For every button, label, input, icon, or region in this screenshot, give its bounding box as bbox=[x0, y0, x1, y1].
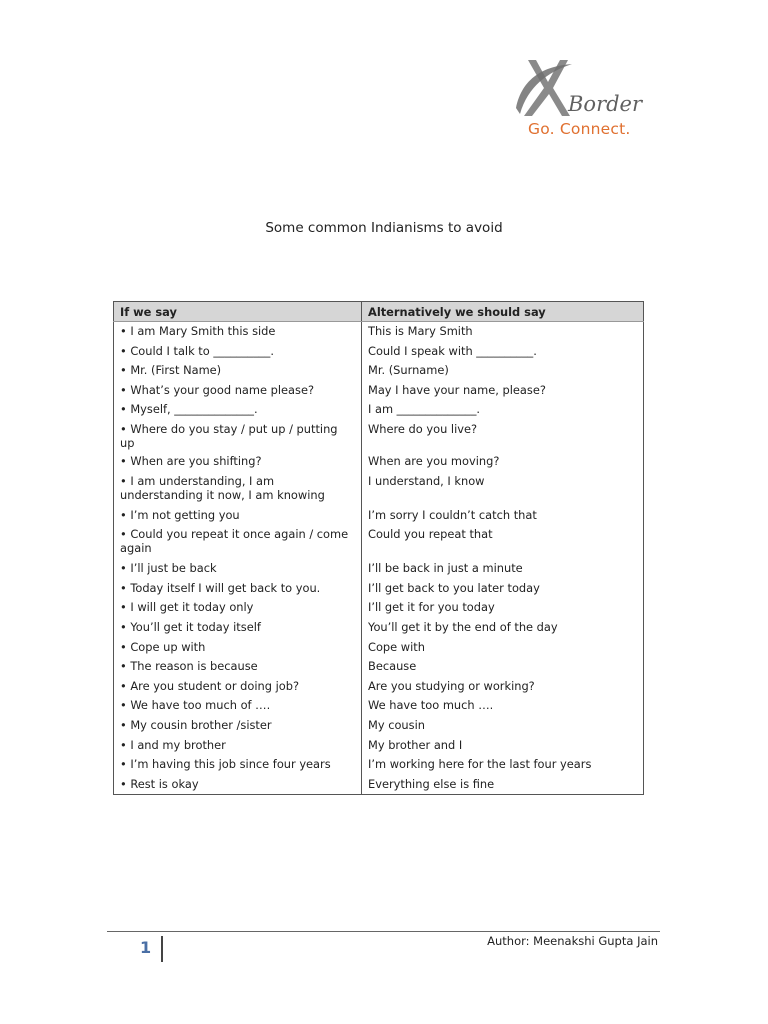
column-header-if-we-say: If we say bbox=[114, 302, 362, 322]
table-row bbox=[114, 381, 644, 401]
phrase-cell: • My cousin brother /sister bbox=[114, 716, 362, 736]
alternative-cell: I’ll get back to you later today bbox=[368, 580, 540, 595]
phrase-cell: • Cope up with bbox=[114, 638, 362, 658]
table-row bbox=[114, 696, 644, 716]
alternative-cell: You’ll get it by the end of the day bbox=[368, 619, 558, 634]
table-row bbox=[114, 559, 644, 579]
phrase-cell: • I am Mary Smith this side bbox=[114, 322, 362, 342]
alternative-cell: Could I speak with __________. bbox=[368, 343, 537, 358]
phrase-cell: • Rest is okay bbox=[114, 775, 362, 795]
column-header-alternative: Alternatively we should say bbox=[362, 302, 644, 322]
alternative-cell: My brother and I bbox=[368, 737, 463, 752]
table-row bbox=[114, 579, 644, 599]
table-row bbox=[114, 736, 644, 756]
company-logo bbox=[514, 58, 664, 144]
phrase-cell: • Are you student or doing job? bbox=[114, 677, 362, 697]
phrase-cell: • When are you shifting? bbox=[114, 452, 362, 472]
alternative-cell: Cope with bbox=[368, 639, 425, 654]
alternative-cell: We have too much …. bbox=[368, 698, 494, 713]
alternative-cell: Everything else is fine bbox=[368, 776, 495, 791]
alternative-cell: This is Mary Smith bbox=[368, 324, 473, 338]
table-row bbox=[114, 775, 644, 795]
page-number-divider bbox=[161, 936, 163, 962]
phrase-cell: • What’s your good name please? bbox=[114, 381, 362, 401]
table-row bbox=[114, 598, 644, 618]
alternative-cell: I’m sorry I couldn’t catch that bbox=[368, 507, 537, 522]
table-row bbox=[114, 618, 644, 638]
table-row bbox=[114, 452, 644, 472]
logo-brand-text: Border bbox=[568, 92, 643, 116]
table-header-row bbox=[114, 302, 644, 322]
alternative-cell: My cousin bbox=[368, 717, 425, 732]
phrase-cell: • I’m having this job since four years bbox=[114, 755, 362, 775]
phrase-cell: • Could I talk to __________. bbox=[114, 342, 362, 362]
phrase-cell: • I’ll just be back bbox=[114, 559, 362, 579]
table-row bbox=[114, 657, 644, 677]
phrase-cell: • Myself, ______________. bbox=[114, 400, 362, 420]
phrase-cell: • I am understanding, I am understanding it now, I am knowing bbox=[114, 472, 362, 506]
table-row bbox=[114, 677, 644, 697]
phrase-cell: • Mr. (First Name) bbox=[114, 361, 362, 381]
page-number: 1 bbox=[140, 938, 152, 957]
alternative-cell: When are you moving? bbox=[368, 453, 500, 468]
table-row bbox=[114, 638, 644, 658]
table-row bbox=[114, 420, 644, 452]
logo-tagline: Go. Connect. bbox=[528, 120, 631, 138]
phrase-cell: • The reason is because bbox=[114, 657, 362, 677]
table-row bbox=[114, 361, 644, 381]
phrase-cell: • We have too much of …. bbox=[114, 696, 362, 716]
alternative-cell: Could you repeat that bbox=[368, 527, 493, 542]
alternative-cell: Where do you live? bbox=[368, 421, 478, 436]
alternative-cell: May I have your name, please? bbox=[368, 382, 546, 397]
indianisms-table bbox=[113, 301, 644, 795]
table-row bbox=[114, 755, 644, 775]
x-swoosh-logo-icon bbox=[514, 58, 574, 120]
table-row bbox=[114, 716, 644, 736]
table-row bbox=[114, 400, 644, 420]
alternative-cell: Mr. (Surname) bbox=[368, 363, 449, 378]
table-row bbox=[114, 472, 644, 506]
table-row bbox=[114, 506, 644, 526]
table-row bbox=[114, 322, 644, 342]
alternative-cell: I’ll be back in just a minute bbox=[368, 561, 523, 576]
alternative-cell: Because bbox=[368, 659, 417, 674]
alternative-cell: I am ______________. bbox=[368, 402, 481, 417]
alternative-cell: I’ll get it for you today bbox=[368, 600, 495, 615]
phrase-cell: • Today itself I will get back to you. bbox=[114, 579, 362, 599]
author-credit: Author: Meenakshi Gupta Jain bbox=[487, 934, 658, 948]
phrase-cell: • Could you repeat it once again / come again bbox=[114, 525, 362, 559]
phrase-cell: • I will get it today only bbox=[114, 598, 362, 618]
footer-divider bbox=[107, 931, 660, 932]
alternative-cell: I understand, I know bbox=[368, 473, 485, 488]
phrase-cell: • Where do you stay / put up / putting up bbox=[114, 420, 362, 452]
alternative-cell: Are you studying or working? bbox=[368, 678, 535, 693]
table-row bbox=[114, 342, 644, 362]
phrase-cell: • You’ll get it today itself bbox=[114, 618, 362, 638]
document-title: Some common Indianisms to avoid bbox=[265, 220, 503, 236]
phrase-cell: • I and my brother bbox=[114, 736, 362, 756]
table-row bbox=[114, 525, 644, 559]
phrase-cell: • I’m not getting you bbox=[114, 506, 362, 526]
alternative-cell: I’m working here for the last four years bbox=[368, 757, 592, 772]
